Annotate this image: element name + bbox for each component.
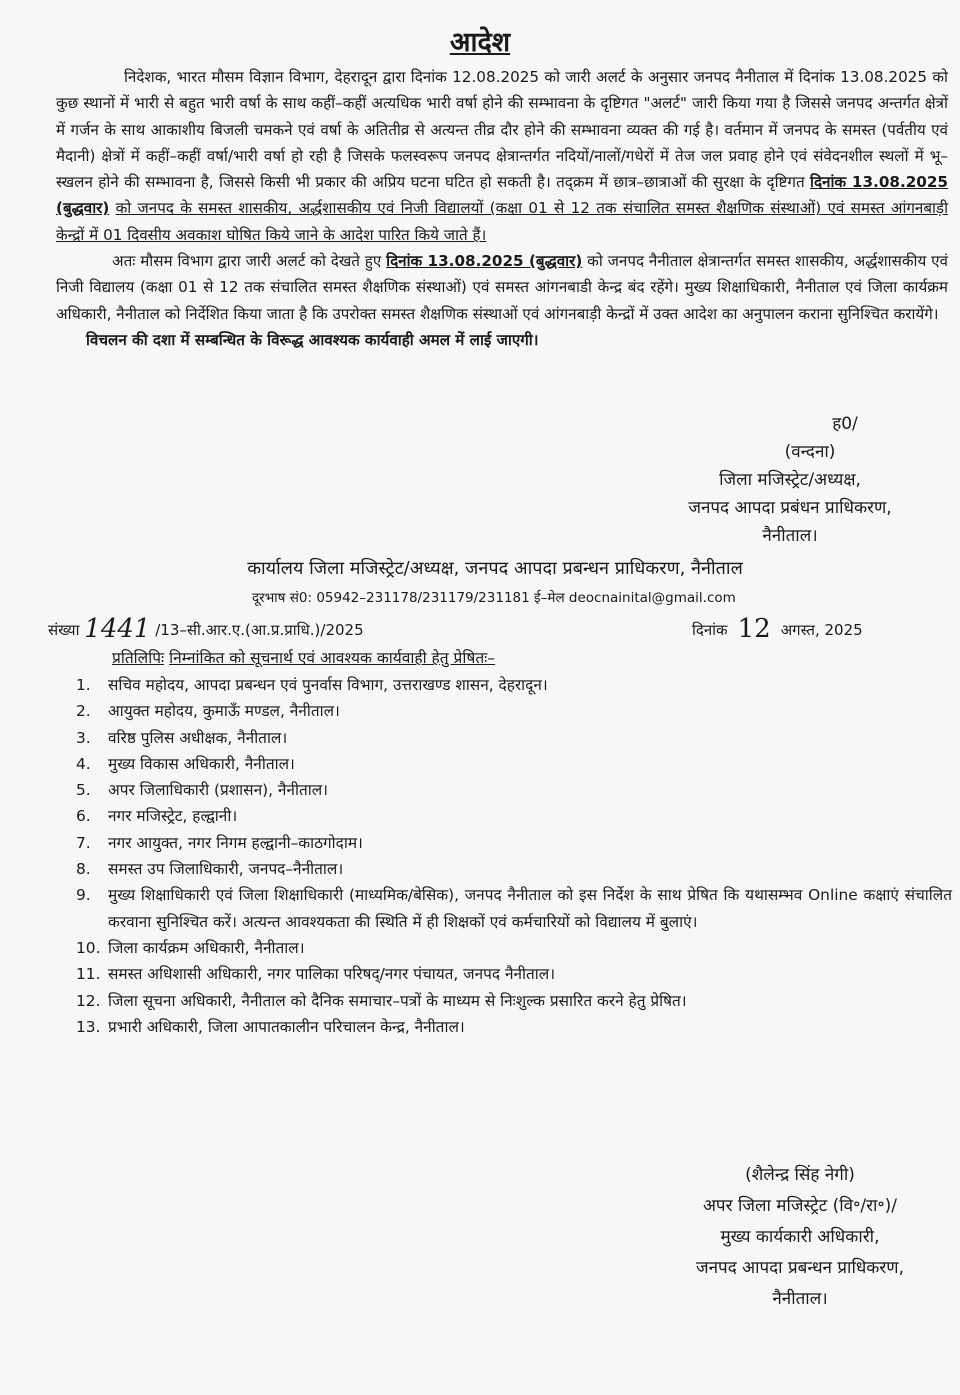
list-item xyxy=(76,698,952,724)
signatory-place: नैनीताल। xyxy=(762,526,818,546)
list-item-number: 11. xyxy=(76,965,101,984)
reference-number: 1441 xyxy=(84,614,151,644)
list-item xyxy=(76,856,952,882)
signatory-place: नैनीताल। xyxy=(772,1289,828,1309)
closure-date: दिनांक 13.08.2025 (बुद्धवार) xyxy=(386,252,583,271)
signatory-authority: जनपद आपदा प्रबन्धन प्राधिकरण, xyxy=(695,1258,905,1278)
list-item-text: नगर आयुक्त, नगर निगम हल्द्वानी–काठगोदाम। xyxy=(108,833,363,852)
reference-suffix: /13–सी.आर.ए.(आ.प्र.प्राधि.)/2025 xyxy=(155,621,364,639)
date-month-year: अगस्त, 2025 xyxy=(780,621,863,639)
list-item-text: वरिष्ठ पुलिस अधीक्षक, नैनीताल। xyxy=(108,728,288,747)
list-item xyxy=(76,751,952,777)
list-item-number: 5. xyxy=(76,781,91,800)
list-item xyxy=(76,1014,952,1040)
list-item-text: प्रभारी अधिकारी, जिला आपातकालीन परिचालन केन्द्र, नैनीताल। xyxy=(108,1017,465,1036)
list-item-text: नगर मजिस्ट्रेट, हल्द्वानी। xyxy=(108,807,238,826)
copy-to-label: प्रतिलिपिः xyxy=(112,649,165,667)
signatory-designation: जिला मजिस्ट्रेट/अध्यक्ष, xyxy=(719,470,861,490)
order-paragraph-1-text: निदेशक, भारत मौसम विज्ञान विभाग, देहरादून द्वारा दिनांक 12.08.2025 को जारी अलर्ट के अनुसार जनपद नैनीताल में दिनांक 13.08.2025 को कुछ स्थानों में भारी से बहुत भारी वर्षा के साथ कहीं–कहीं अत्यधिक भारी वर्षा होने की सम्भावना के दृष्टिगत "अलर्ट" जारी किया गया है जिससे जनपद अन्तर्गत क्षेत्रों में गर्जन के साथ आकाशीय बिजली चमकने एवं वर्षा के अतितीव्र से अत्यन्त तीव्र दौर होने की सम्भावना व्यक्त की गई है। वर्तमान में जनपद के समस्त (पर्वतीय एवं मैदानी) क्षेत्रों में कहीं–कहीं वर्षा/भारी वर्षा हो रही है जिसके फलस्वरूप जनपद क्षेत्रान्तर्गत नदियों/नालों/गधेरों में तेज जल प्रवाह होने एवं संवेदनशील स्थलों में भू–स्खलन होने की सम्भावना है, जिससे किसी भी प्रकार की अप्रिय घटना घटित हो सकती है। तद्क्रम में छात्र–छात्राओं की सुरक्षा के दृष्टिगत xyxy=(56,68,948,192)
reference-line xyxy=(48,614,928,644)
copy-recipients-list xyxy=(76,672,952,1040)
list-item xyxy=(76,803,952,829)
order-paragraph-1-rest: को जनपद के समस्त शासकीय, अर्द्धशासकीय एवं निजी विद्यालयों (कक्षा 01 से 12 तक संचालित समस्त शैक्षणिक संस्थाओं) एवं समस्त आंगनबाड़ी केन्द्रों में 01 दिवसीय अवकाश घोषित किये जाने के आदेश पारित किये जाते हैं। xyxy=(56,199,948,244)
list-item xyxy=(76,777,952,803)
office-heading: कार्यालय जिला मजिस्ट्रेट/अध्यक्ष, जनपद आपदा प्रबन्धन प्राधिकरण, नैनीताल xyxy=(247,558,743,579)
order-body xyxy=(56,64,948,353)
signature-block-1 xyxy=(640,410,940,550)
list-item xyxy=(76,988,952,1014)
order-paragraph-1 xyxy=(56,64,948,248)
list-item-number: 1. xyxy=(76,676,91,694)
copy-to-text: निम्नांकित को सूचनार्थ एवं आवश्यक कार्यवाही हेतु प्रेषितः– xyxy=(169,649,496,667)
copy-to-heading xyxy=(112,646,495,668)
order-paragraph-3: विचलन की दशा में सम्बन्धित के विरूद्ध आवश्यक कार्यवाही अमल में लाई जाएगी। xyxy=(86,330,539,349)
reference-number-block xyxy=(48,614,364,644)
list-item xyxy=(76,961,952,987)
list-item-number: 10. xyxy=(76,938,101,957)
list-item-text: मुख्य विकास अधिकारी, नैनीताल। xyxy=(108,754,295,773)
order-paragraph-2-start: अतः मौसम विभाग द्वारा जारी अलर्ट को देखते हुए xyxy=(112,252,382,271)
office-contact: दूरभाष सं0: 05942–231178/231179/231181 ई–मेल deocnainital@gmail.com xyxy=(252,590,736,606)
list-item-text: मुख्य शिक्षाधिकारी एवं जिला शिक्षाधिकारी (माध्यमिक/बेसिक), जनपद नैनीताल को इस निर्देश के साथ प्रेषित कि यथासम्भव Online कक्षाएं संचालित करवाना सुनिश्चित करें। अत्यन्त आवश्यकता की स्थिति में ही शिक्षकों एवं कर्मचारियों को विद्यालय में बुलाएं। xyxy=(108,886,952,931)
list-item-text: समस्त उप जिलाधिकारी, जनपद–नैनीताल। xyxy=(108,860,344,879)
list-item-text: आयुक्त महोदय, कुमाऊँ मण्डल, नैनीताल। xyxy=(108,702,340,721)
list-item-number: 3. xyxy=(76,728,91,747)
list-item xyxy=(76,882,952,935)
list-item-number: 9. xyxy=(76,886,91,905)
list-item-text: सचिव महोदय, आपदा प्रबन्धन एवं पुनर्वास विभाग, उत्तराखण्ड शासन, देहरादून। xyxy=(108,676,548,694)
order-paragraph-2 xyxy=(56,248,948,327)
list-item-text: समस्त अधिशासी अधिकारी, नगर पालिका परिषद्/नगर पंचायत, जनपद नैनीताल। xyxy=(108,965,556,984)
list-item-text: जिला कार्यक्रम अधिकारी, नैनीताल। xyxy=(108,938,305,957)
list-item xyxy=(76,672,952,698)
list-item-number: 2. xyxy=(76,702,91,721)
list-item-number: 7. xyxy=(76,833,91,852)
list-item xyxy=(76,830,952,856)
signatory-name: (वन्दना) xyxy=(784,442,836,462)
list-item-number: 6. xyxy=(76,807,91,826)
holiday-date: दिनांक 13.08.2025 (बुद्धवार) xyxy=(56,173,949,218)
signatory-designation: अपर जिला मजिस्ट्रेट (वि॰/रा॰)/ xyxy=(702,1196,898,1216)
order-paragraph-2-rest: को जनपद नैनीताल क्षेत्रान्तर्गत समस्त शासकीय, अर्द्धशासकीय एवं निजी विद्यालय (कक्षा 01 से 12 तक संचालित समस्त शैक्षणिक संस्थाओं) एवं समस्त आंगनबाडी केन्द्र बंद रहेंगे। मुख्य शिक्षाधिकारी, नैनीताल एवं जिला कार्यक्रम अधिकारी, नैनीताल को निर्देशित किया जाता है कि उपरोक्त समस्त शैक्षणिक संस्थाओं एवं आंगनबाड़ी केन्द्रों में उक्त आदेश का अनुपालन कराना सुनिश्चित करायेंगे। xyxy=(56,252,948,323)
signature-block-2 xyxy=(650,1160,950,1315)
reference-date-block xyxy=(692,614,863,644)
list-item-text: अपर जिलाधिकारी (प्रशासन), नैनीताल। xyxy=(108,781,328,800)
list-item-number: 13. xyxy=(76,1017,101,1036)
reference-label: संख्या xyxy=(48,621,80,639)
list-item-text: जिला सूचना अधिकारी, नैनीताल को दैनिक समाचार–पत्रों के माध्यम से निःशुल्क प्रसारित करने हेतु प्रेषित। xyxy=(108,991,687,1010)
list-item-number: 8. xyxy=(76,860,91,879)
signatory-authority: जनपद आपदा प्रबंधन प्राधिकरण, xyxy=(688,498,892,518)
list-item xyxy=(76,725,952,751)
document-title: आदेश xyxy=(449,27,511,58)
signatory-name: (शैलेन्द्र सिंह नेगी) xyxy=(745,1165,855,1185)
date-label: दिनांक xyxy=(692,621,728,639)
list-item-number: 12. xyxy=(76,991,101,1010)
list-item xyxy=(76,935,952,961)
signatory-designation-secondary: मुख्य कार्यकारी अधिकारी, xyxy=(720,1227,880,1247)
signature-mark: ह0/ xyxy=(832,414,858,434)
date-day: 12 xyxy=(737,614,771,644)
list-item-number: 4. xyxy=(76,754,91,773)
